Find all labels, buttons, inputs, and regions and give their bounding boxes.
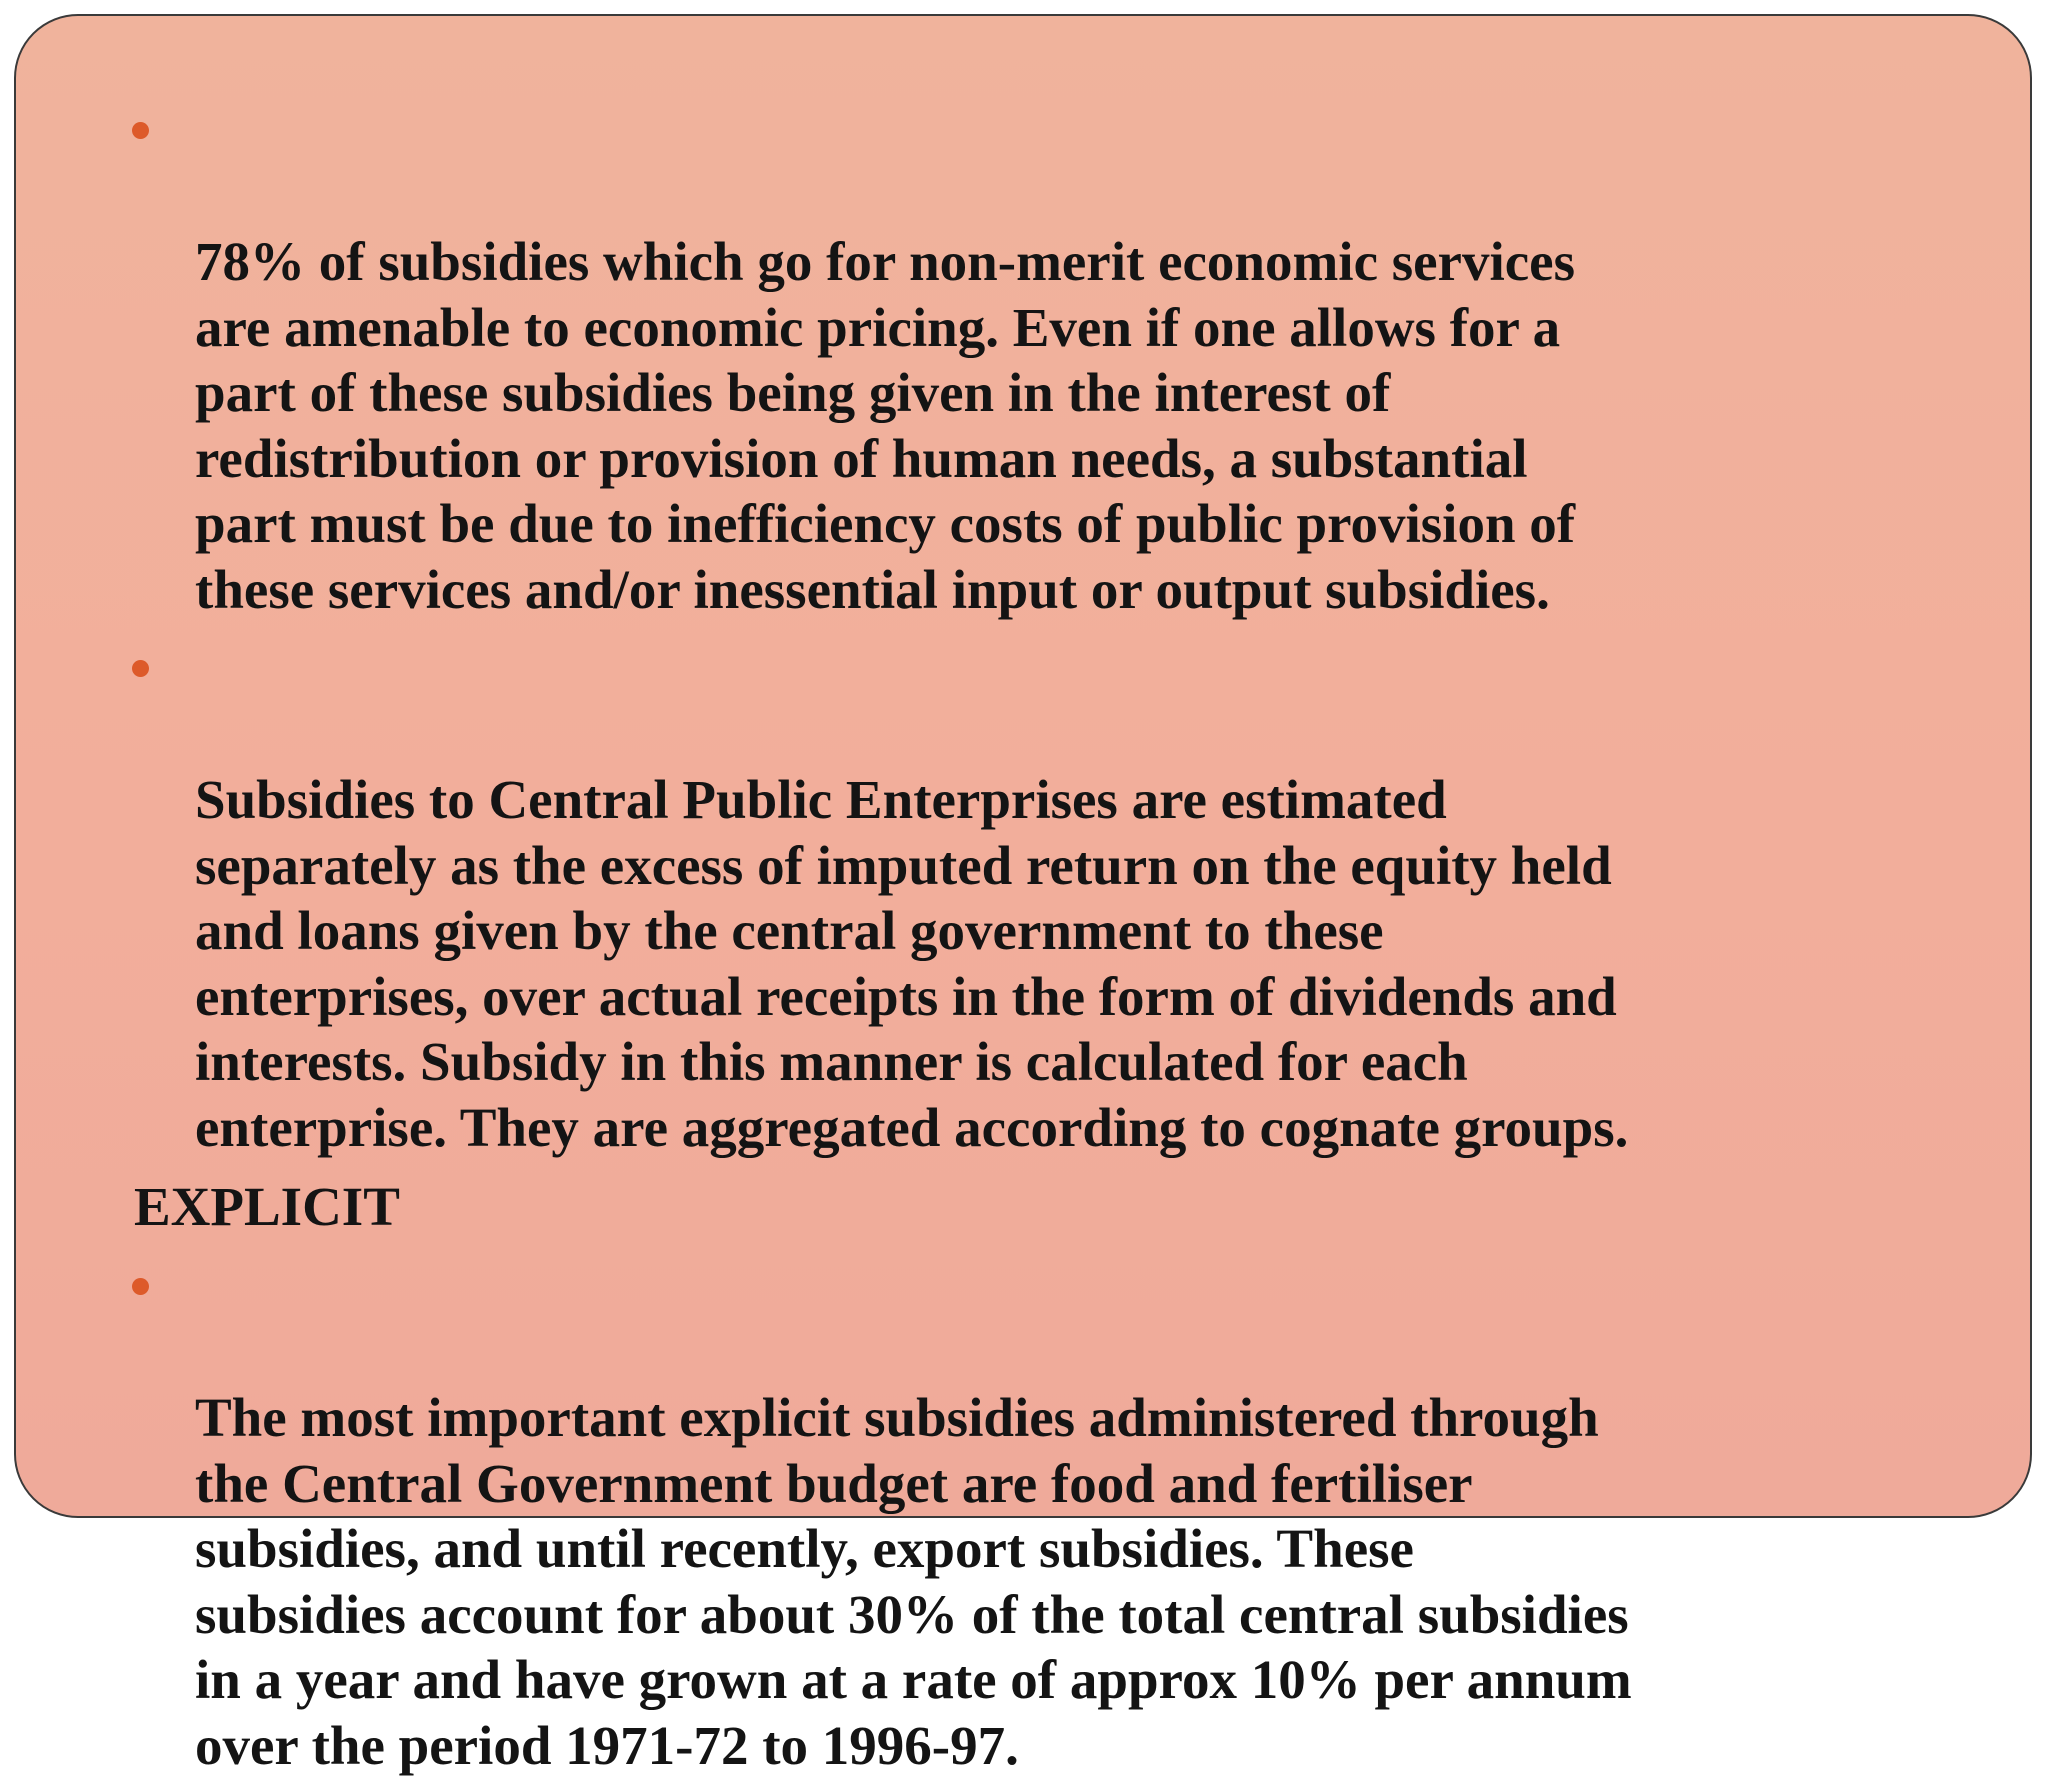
slide-panel <box>14 14 2032 1776</box>
bullet-text: 78% of subsidies which go for non-merit economic services are amenable to economic pricing. Even if one allows for a part of these subsidies being given in the interest of redistribution or provision of human needs, a substantial part must be due to inefficiency costs of public provision of these services and/or inessential input or output subsidies. <box>195 231 1576 620</box>
bullet-dot-icon <box>132 660 149 677</box>
bullet-item-merit-services <box>120 98 2010 622</box>
bullet-dot-icon <box>132 1278 149 1295</box>
slide-content <box>120 98 2010 1792</box>
bullet-item-explicit-subsidies <box>120 1254 2010 1778</box>
bullet-text: The most important explicit subsidies administered through the Central Government budget are food and fertiliser subsidies, and until recently, export subsidies. These subsidies account for about 30% of the total central subsidies in a year and have grown at a rate of approx 10% per annum over the period 1971-72 to 1996-97. <box>195 1387 1632 1776</box>
bullet-item-public-enterprises <box>120 636 2010 1160</box>
section-heading-explicit: EXPLICIT <box>134 1176 400 1237</box>
bullet-dot-icon <box>132 122 149 139</box>
bullet-text: Subsidies to Central Public Enterprises are estimated separately as the excess of imputed return on the equity held and loans given by the central government to these enterprises, over actual receipts in the form of dividends and interests. Subsidy in this manner is calculated for each enterprise. They are aggregated according to cognate groups. <box>195 769 1629 1158</box>
